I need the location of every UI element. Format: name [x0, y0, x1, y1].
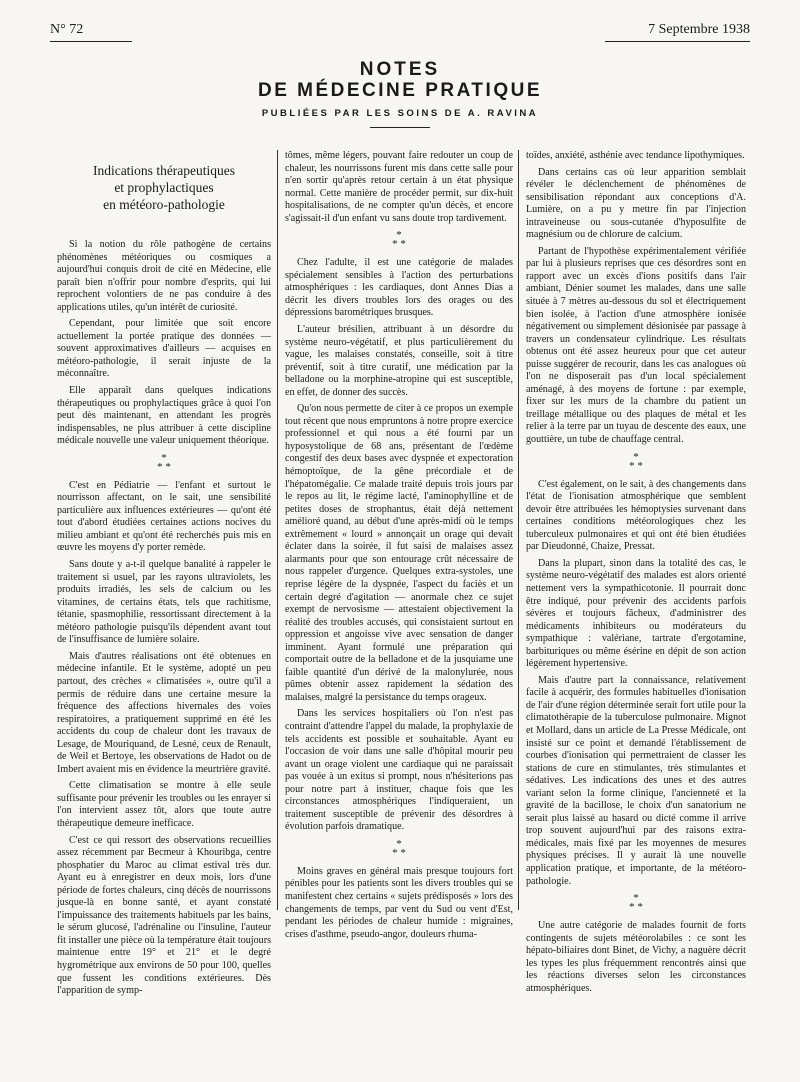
issue-date: 7 Septembre 1938 — [648, 22, 750, 37]
paragraph: Cependant, pour limitée que soit encore actuellement la portée pratique des données — souvent approximatives d'ailleurs — acquises en météoro-pathologie, il serait injuste de la méconnaître. — [57, 318, 271, 380]
star-bottom: * * — [157, 460, 171, 473]
article-title — [57, 162, 271, 213]
star-top: * — [633, 450, 639, 463]
paragraph: Si la notion du rôle pathogène de certains phénomènes météoriques ou cosmiques a aujourd'hui conquis droit de cité en Médecine, elle paraît bien n'offrir pour nombre d'esprits, qui lui reprochent volontiers de ne pas conduire à des applications utiles, qu'un intérêt de curiosité. — [57, 239, 271, 313]
paragraph: C'est en Pédiatrie — l'enfant et surtout le nourrisson affectant, on le sait, une sensibilité particulière aux influences extérieures — qu'ont été tout d'abord étudiées certaines actions nocives du milieu ambiant et qu'ont été recherchés puis mis en œuvre les moyens d'y porter remède. — [57, 479, 271, 554]
paragraph: Dans les services hospitaliers où l'on n'est pas contraint d'attendre l'appel du malade, la prophylaxie de tels accidents est possible et souhaitable. Ayant eu l'occasion de voir dans une salle d'hôpital mourir peu avant un orage violent une cardiaque qui ne paraissait pas vouée à un exitus si prompt, nous n'hésiterions pas pour notre part à instituer, chaque fois que les circonstances atmosphériques l'indiqueraient, un traitement susceptible de prévenir des désordres à évolution parfois dramatique. — [285, 708, 513, 833]
section-separator — [526, 450, 746, 472]
star-top: * — [396, 837, 402, 850]
paragraph: Sans doute y a-t-il quelque banalité à rappeler le traitement si usuel, par les rayons ultraviolets, les produits irradiés, les sels de calcium ou les vitamines, de certains états, tels que rachitisme, tétanie, spasmophilie, ressortissant directement à la météoro pathologie puisqu'ils dépendent avant tout de l'insuffisance de lumière solaire. — [57, 559, 271, 646]
column-divider-2 — [518, 150, 519, 910]
title-line-2: et prophylactiques — [114, 180, 214, 195]
paragraph: tômes, même légers, pouvant faire redouter un coup de chaleur, les nourrissons furent mis dans cette salle pour n'en sortir qu'après retour certain à un état physique normal. Cette manière de procéder permit, sur dix-huit hospitalisations, de ne compter qu'un décès, et encore s'agissait-il d'un enfant vu sans doute trop tardivement. — [285, 150, 513, 224]
column-1 — [57, 150, 271, 1002]
paragraph: Mais d'autre part la connaissance, relativement facile à acquérir, des formules habituelles d'ionisation de l'air d'une région déterminée serait fort utile pour la climatothérapie de la tuberculose pulmonaire. Mignot et Mollard, dans un article de La Presse Médicale, ont insisté sur ce point et demandé l'établissement de courbes d'ionisation qui permettraient de classer les stations de cure en stimulantes, très stimulantes et sédatives. Les indications des unes et des autres variant selon la forme clinique, l'ancienneté et la gravité de la bacillose, le choix d'un sanatorium ne serait plus laissé au hasard ou dicté comme il arrive trop souvent aujourd'hui par des raisons extra-médicales, mais fixé par les moyennes de mesures physiques précises. Il y aurait là une nouvelle application pratique, et importante, de la météoro-pathologie. — [526, 674, 746, 887]
running-header — [50, 22, 750, 42]
paragraph: toïdes, anxiété, asthénie avec tendance lipothymiques. — [526, 150, 745, 161]
paragraph: L'auteur brésilien, attribuant à un désordre du système neuro-végétatif, et plus particulièrement du vague, les malaises constatés, conseille, soit à titre préventif, soit à titre curatif, une médication par la belladone ou la morphine-atropine qui est susceptible, en effet, de donner des succès. — [285, 324, 513, 398]
star-bottom: * * — [629, 459, 643, 472]
header-rule-right — [605, 41, 750, 42]
masthead-rule — [370, 127, 430, 128]
star-top: * — [633, 892, 639, 905]
paragraph: Cette climatisation se montre à elle seule suffisante pour prévenir les troubles ou les enrayer si l'on intervient assez tôt, alors que toute autre thérapeutique demeure inefficace. — [57, 780, 271, 829]
paragraph: Partant de l'hypothèse expérimentalement vérifiée par lui à plusieurs reprises que ces désordres sont en rapport avec un excès d'ions positifs dans l'air ambiant, Dénier soumet les malades, dans une salle située à 7 mètres au-dessous du sol et électriquement bien isolée, à l'action d'une atmosphère ionisée négativement ou simplement désionisée par passage à travers un condensateur cylindrique. Les résultats obtenus ont été assez heureux pour que cet auteur puisse suggérer de recourir, dans les cas analogues où l'on ne disposerait pas d'un local spécialement aménagé, à des moyens de fortune : par exemple, fixer sur les murs de la chambre du patient un treillage métallique ou des plaques de métal et les relier à la terre par un tuyau de descente des eaux, une gouttière, un tube de chauffage central. — [526, 245, 746, 446]
star-bottom: * * — [629, 901, 643, 914]
paragraph: Moins graves en général mais presque toujours fort pénibles pour les patients sont les divers troubles qui se manifestent chez certains « sujets prédisposés » lors des changements de temps, par vent du Sud ou vent d'Est, pendant les périodes de chaleur humide : migraines, crises d'asthme, pseudo-angor, douleurs rhuma- — [285, 865, 513, 940]
star-bottom: * * — [392, 846, 406, 859]
paragraph: Qu'on nous permette de citer à ce propos un exemple tout récent que nous empruntons à notre propre exercice professionnel et qui nous a été fourni par un hyposystolique de 68 ans, présentant de l'œdème congestif des deux bases avec dyspnée et expectoration hémoptoïque, de la gêne précordiale et de l'hépatomégalie. Ce malade traité depuis trois jours par le repos au lit, le régime lacté, l'aminophylline et de petites doses de strophantus, était déjà nettement amélioré quand, au début d'une après-midi où le temps extrêmement « lourd » annonçait un orage qui devait éclater dans la soirée, il fut saisi de malaises assez alarmants pour que son entourage crût nécessaire de nous rappeler d'urgence. Quelques extra-systoles, une reprise légère de la dyspnée, l'aspect du faciès et un certain degré d'agitation — anormale chez ce sujet exempt de nervosisme — attestaient objectivement la réalité des troubles accusés, qui consistaient surtout en oppression et angoisse vive avec sensation de danger imminent. Ayant formulé une préparation qui comportait outre de la belladone et de la jusquiame une faible quantité d'un dérivé de la malonylurée, nous pûmes obtenir assez rapidement la sédation des malaises, malgré la persistance du temps orageux. — [285, 403, 513, 703]
paragraph: C'est ce qui ressort des observations recueillies assez récemment par Becmeur à Khouribga, centre phosphatier du Maroc au climat estival très dur. Ayant eu à enregistrer en deux mois, lors d'une période de fortes chaleurs, cinq décès de nourrissons jusque-là en bonne santé, et ayant constaté l'impuissance des traitements habituels par les bains, le sérum glucosé, l'adrénaline ou l'insuline, l'auteur fit installer une pièce où la température était toujours maintenue entre 19° et 21° et le degré hygrométrique aux environs de 50 pour 100, quelles que fussent les conditions extérieures. Dès l'apparition de symp- — [57, 834, 271, 997]
paragraph: Chez l'adulte, il est une catégorie de malades spécialement sensibles à l'action des perturbations atmosphériques : les cardiaques, dont Annes Dias a décrit les divers troubles lors des orages ou des dépressions barométriques brusques. — [285, 257, 513, 319]
masthead-line1: NOTES — [359, 59, 441, 80]
star-top: * — [396, 229, 402, 242]
star-top: * — [161, 451, 167, 464]
masthead — [0, 60, 800, 128]
paragraph: Dans certains cas où leur apparition semblait révéler le déclenchement de phénomènes de sensibilisation répondant aux conceptions d'A. Lumière, on a pu y mettre fin par l'injection intraveineuse ou sous-cutanée d'hyposulfite de magnésium ou de chlorure de calcium. — [526, 166, 746, 241]
section-separator — [285, 231, 513, 249]
star-bottom: * * — [392, 238, 406, 251]
column-2 — [285, 150, 513, 945]
title-line-3: en météoro-pathologie — [103, 197, 225, 212]
paragraph: Mais d'autres réalisations ont été obtenues en médecine infantile. Et le système, adopté un peu partout, des crèches « climatisées », outre qu'il a permis de réduire dans une certaine mesure la fréquence des affections hivernales des voies respiratoires, a pratiquement supprimé en été les accidents du coup de chaleur dont les travaux de Lesage, de Mouriquand, de Lesné, ceux de Renault, de Weil et Bertoye, les observations de Hadot ou de Imbert avaient mis en évidence la meurtrière gravité. — [57, 650, 271, 775]
paragraph: Elle apparaît dans quelques indications thérapeutiques ou prophylactiques grâce à quoi l'on peut dès maintenant, en attendant les progrès indispensables, ne plus attribuer à cette discipline médicale nouvelle une valeur uniquement théorique. — [57, 385, 271, 447]
paragraph: Dans la plupart, sinon dans la totalité des cas, le système neuro-végétatif des malades est alors orienté nettement vers la sympathicotonie. Il pourrait donc être indiqué, pour prévenir des accidents parfois sévères et toujours fâcheux, d'administrer des médicaments inhibiteurs ou modérateurs du sympathique : valériane, tartrate d'ergotamine, barbituriques ou même ésérine en dépit de son action légèrement hypertensive. — [526, 557, 746, 670]
header-rule-left — [50, 41, 132, 42]
paragraph: Une autre catégorie de malades fournit de forts contingents de sujets météorolabiles : ce sont les hépato-biliaires dont Binet, de Vichy, a naguère décrit les types les plus fréquemment rencontrés ainsi que les réactions diverses selon les circonstances atmosphériques. — [526, 920, 746, 994]
column-divider-1 — [277, 150, 278, 910]
paragraph: C'est également, on le sait, à des changements dans l'état de l'ionisation atmosphérique que semblent devoir être attribuées les hémoptysies survenant dans certaines conditions météorologiques chez les tuberculeux pulmonaires et qui ont été bien étudiées par Dieudonné, Chaize, Pressat. — [526, 478, 746, 553]
section-separator — [57, 451, 271, 473]
title-line-1: Indications thérapeutiques — [92, 163, 236, 178]
masthead-subtitle: PUBLIÉES PAR LES SOINS DE A. RAVINA — [261, 108, 539, 119]
masthead-line2: DE MÉDECINE PRATIQUE — [257, 80, 542, 101]
section-separator — [526, 894, 746, 912]
section-separator — [285, 837, 513, 859]
issue-number: N° 72 — [50, 22, 84, 37]
column-3 — [526, 150, 746, 999]
